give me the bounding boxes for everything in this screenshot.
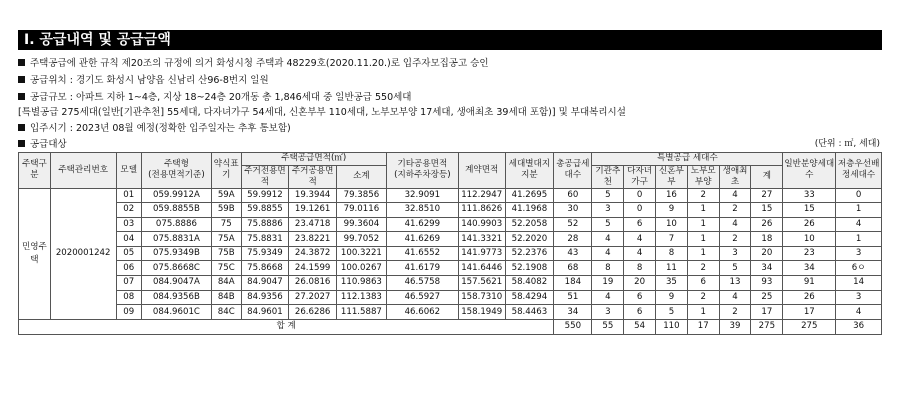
cell-general: 33 xyxy=(783,188,836,203)
cell-common: 26.0816 xyxy=(289,276,337,291)
cell-land: 52.1908 xyxy=(505,261,554,276)
cell-first: 13 xyxy=(719,276,751,291)
cell-elder: 1 xyxy=(687,217,719,232)
cell-model: 01 xyxy=(116,188,141,203)
total-lowest: 36 xyxy=(836,319,882,334)
cell-newly: 35 xyxy=(656,276,688,291)
cell-type: 084.9047A xyxy=(141,276,211,291)
cell-sum: 18 xyxy=(751,232,783,247)
cell-abbr: 75 xyxy=(211,217,241,232)
cell-type: 075.8668C xyxy=(141,261,211,276)
cell-inst: 3 xyxy=(592,305,624,320)
cell-elder: 6 xyxy=(687,276,719,291)
cell-land: 58.4082 xyxy=(505,276,554,291)
cell-abbr: 84B xyxy=(211,290,241,305)
cell-multi: 6 xyxy=(624,305,656,320)
cell-other: 41.6552 xyxy=(386,246,458,261)
cell-abbr: 75A xyxy=(211,232,241,247)
cell-multi: 0 xyxy=(624,188,656,203)
cell-first: 2 xyxy=(719,232,751,247)
cell-sum: 93 xyxy=(751,276,783,291)
cell-elder: 2 xyxy=(687,290,719,305)
header-multi-child: 다자녀가구 xyxy=(624,165,656,188)
cell-lowest: 6ㅇ xyxy=(836,261,882,276)
header-elderly: 노부모부양 xyxy=(687,165,719,188)
table-row xyxy=(19,246,882,261)
cell-other: 41.6269 xyxy=(386,232,458,247)
cell-inst: 5 xyxy=(592,188,624,203)
cell-subtotal: 100.3221 xyxy=(336,246,386,261)
cell-newly: 5 xyxy=(656,305,688,320)
header-institution: 기관추천 xyxy=(592,165,624,188)
cell-exclusive: 75.8668 xyxy=(241,261,289,276)
info-line-location: 공급위치 : 경기도 화성시 남양읍 신남리 산96-8번지 일원 xyxy=(18,75,269,87)
table-body xyxy=(19,188,882,334)
cell-housing-type: 민영주택 xyxy=(19,188,51,319)
cell-common: 27.2027 xyxy=(289,290,337,305)
cell-general: 34 xyxy=(783,261,836,276)
cell-sum: 27 xyxy=(751,188,783,203)
cell-first: 2 xyxy=(719,203,751,218)
supply-table xyxy=(18,152,882,335)
cell-subtotal: 112.1383 xyxy=(336,290,386,305)
cell-type: 084.9601C xyxy=(141,305,211,320)
header-sum: 계 xyxy=(751,165,783,188)
cell-general: 17 xyxy=(783,305,836,320)
cell-subtotal: 99.7052 xyxy=(336,232,386,247)
cell-exclusive: 59.8855 xyxy=(241,203,289,218)
header-total-supply: 총공급세대수 xyxy=(554,153,592,189)
cell-common: 26.6286 xyxy=(289,305,337,320)
cell-subtotal: 100.0267 xyxy=(336,261,386,276)
header-land: 세대별대지지분 xyxy=(505,153,554,189)
cell-contract: 112.2947 xyxy=(458,188,505,203)
cell-land: 52.2020 xyxy=(505,232,554,247)
cell-subtotal: 79.0116 xyxy=(336,203,386,218)
cell-other: 32.9091 xyxy=(386,188,458,203)
cell-lowest: 1 xyxy=(836,203,882,218)
cell-first: 4 xyxy=(719,290,751,305)
cell-subtotal: 79.3856 xyxy=(336,188,386,203)
cell-land: 58.4294 xyxy=(505,290,554,305)
cell-elder: 2 xyxy=(687,261,719,276)
cell-total: 34 xyxy=(554,305,592,320)
cell-total: 28 xyxy=(554,232,592,247)
table-row xyxy=(19,290,882,305)
cell-total: 68 xyxy=(554,261,592,276)
cell-model: 08 xyxy=(116,290,141,305)
cell-elder: 1 xyxy=(687,203,719,218)
cell-elder: 1 xyxy=(687,246,719,261)
cell-newly: 9 xyxy=(656,203,688,218)
cell-other: 41.6299 xyxy=(386,217,458,232)
header-mgmt-no: 주택관리번호 xyxy=(50,153,116,189)
cell-other: 32.8510 xyxy=(386,203,458,218)
cell-total: 51 xyxy=(554,290,592,305)
cell-newly: 11 xyxy=(656,261,688,276)
cell-common: 19.3944 xyxy=(289,188,337,203)
info-line-scale: 공급규모 : 아파트 지하 1~4층, 지상 18~24층 20개동 총 1,846세대 중 일반공급 550세대 xyxy=(18,92,412,104)
cell-type: 075.8886 xyxy=(141,217,211,232)
cell-newly: 9 xyxy=(656,290,688,305)
cell-total: 43 xyxy=(554,246,592,261)
cell-lowest: 0 xyxy=(836,188,882,203)
header-abbr: 약식표기 xyxy=(211,153,241,189)
header-newlywed: 신혼부부 xyxy=(656,165,688,188)
header-area-group: 주택공급면적(㎡) xyxy=(241,153,386,166)
cell-contract: 141.9773 xyxy=(458,246,505,261)
cell-mgmt-no: 2020001242 xyxy=(50,188,116,319)
header-general: 일반분양세대수 xyxy=(783,153,836,189)
cell-abbr: 84C xyxy=(211,305,241,320)
section-title: Ⅰ. 공급내역 및 공급금액 xyxy=(18,30,882,50)
cell-first: 4 xyxy=(719,217,751,232)
cell-land: 41.1968 xyxy=(505,203,554,218)
square-bullet-icon xyxy=(18,76,25,83)
table-row xyxy=(19,217,882,232)
cell-newly: 7 xyxy=(656,232,688,247)
header-common: 주거공용면적 xyxy=(289,165,337,188)
cell-sum: 17 xyxy=(751,305,783,320)
cell-contract: 158.1949 xyxy=(458,305,505,320)
cell-first: 4 xyxy=(719,188,751,203)
cell-elder: 1 xyxy=(687,232,719,247)
header-lowest: 저층우선배정세대수 xyxy=(836,153,882,189)
cell-land: 52.2058 xyxy=(505,217,554,232)
cell-model: 07 xyxy=(116,276,141,291)
total-sum: 275 xyxy=(751,319,783,334)
info-line-approval: 주택공급에 관한 규칙 제20조의 규정에 의거 화성시청 주택과 48229호(2020.11.20.)로 입주자모집공고 승인 xyxy=(18,58,489,70)
cell-model: 06 xyxy=(116,261,141,276)
cell-contract: 158.7310 xyxy=(458,290,505,305)
cell-abbr: 75C xyxy=(211,261,241,276)
cell-total: 52 xyxy=(554,217,592,232)
cell-exclusive: 84.9047 xyxy=(241,276,289,291)
cell-inst: 5 xyxy=(592,217,624,232)
table-row xyxy=(19,232,882,247)
cell-type: 075.8831A xyxy=(141,232,211,247)
cell-subtotal: 111.5887 xyxy=(336,305,386,320)
total-label: 합 계 xyxy=(19,319,554,334)
table-row xyxy=(19,188,882,203)
table-row xyxy=(19,305,882,320)
cell-common: 23.8221 xyxy=(289,232,337,247)
cell-inst: 4 xyxy=(592,246,624,261)
cell-exclusive: 75.9349 xyxy=(241,246,289,261)
cell-land: 58.4463 xyxy=(505,305,554,320)
cell-abbr: 84A xyxy=(211,276,241,291)
unit-note: (단위 : ㎡, 세대) xyxy=(814,139,880,149)
cell-general: 10 xyxy=(783,232,836,247)
info-line-target: 공급대상 xyxy=(18,139,67,151)
cell-other: 46.6062 xyxy=(386,305,458,320)
total-supply: 550 xyxy=(554,319,592,334)
cell-first: 2 xyxy=(719,305,751,320)
cell-abbr: 59A xyxy=(211,188,241,203)
cell-model: 05 xyxy=(116,246,141,261)
cell-contract: 141.6446 xyxy=(458,261,505,276)
cell-type: 084.9356B xyxy=(141,290,211,305)
cell-inst: 8 xyxy=(592,261,624,276)
cell-sum: 34 xyxy=(751,261,783,276)
square-bullet-icon xyxy=(18,93,25,100)
cell-newly: 10 xyxy=(656,217,688,232)
cell-sum: 26 xyxy=(751,217,783,232)
cell-elder: 1 xyxy=(687,305,719,320)
total-row xyxy=(19,319,882,334)
header-subtotal: 소계 xyxy=(336,165,386,188)
cell-inst: 4 xyxy=(592,232,624,247)
cell-type: 075.9349B xyxy=(141,246,211,261)
cell-model: 03 xyxy=(116,217,141,232)
cell-lowest: 3 xyxy=(836,290,882,305)
cell-elder: 2 xyxy=(687,188,719,203)
cell-other: 46.5927 xyxy=(386,290,458,305)
cell-multi: 6 xyxy=(624,217,656,232)
cell-other: 46.5758 xyxy=(386,276,458,291)
square-bullet-icon xyxy=(18,124,25,131)
cell-land: 52.2376 xyxy=(505,246,554,261)
header-housing-type: 주택구분 xyxy=(19,153,51,189)
cell-multi: 4 xyxy=(624,246,656,261)
info-line-move-in: 입주시기 : 2023년 08월 예정(정확한 입주일자는 추후 통보함) xyxy=(18,123,291,135)
cell-newly: 16 xyxy=(656,188,688,203)
square-bullet-icon xyxy=(18,140,25,147)
total-general: 275 xyxy=(783,319,836,334)
cell-common: 24.1599 xyxy=(289,261,337,276)
cell-model: 02 xyxy=(116,203,141,218)
total-first: 39 xyxy=(719,319,751,334)
table-row xyxy=(19,276,882,291)
cell-type: 059.8855B xyxy=(141,203,211,218)
cell-lowest: 3 xyxy=(836,246,882,261)
cell-exclusive: 59.9912 xyxy=(241,188,289,203)
square-bullet-icon xyxy=(18,59,25,66)
cell-type: 059.9912A xyxy=(141,188,211,203)
cell-first: 5 xyxy=(719,261,751,276)
cell-total: 184 xyxy=(554,276,592,291)
cell-model: 04 xyxy=(116,232,141,247)
cell-multi: 4 xyxy=(624,232,656,247)
cell-common: 19.1261 xyxy=(289,203,337,218)
info-line-special-supply: [특별공급 275세대(일반[기관추천] 55세대, 다자녀가구 54세대, 신혼부부 110세대, 노부모부양 17세대, 생애최초 39세대 포함)] 및 부대복리시설 xyxy=(18,107,626,118)
cell-land: 41.2695 xyxy=(505,188,554,203)
cell-multi: 6 xyxy=(624,290,656,305)
total-newly: 110 xyxy=(656,319,688,334)
cell-lowest: 4 xyxy=(836,217,882,232)
header-other: 기타공용면적 (지하주차장등) xyxy=(386,153,458,189)
total-inst: 55 xyxy=(592,319,624,334)
cell-contract: 141.3321 xyxy=(458,232,505,247)
cell-general: 15 xyxy=(783,203,836,218)
total-multi: 54 xyxy=(624,319,656,334)
table-row xyxy=(19,203,882,218)
header-contract: 계약면적 xyxy=(458,153,505,189)
cell-general: 23 xyxy=(783,246,836,261)
cell-inst: 19 xyxy=(592,276,624,291)
cell-exclusive: 75.8831 xyxy=(241,232,289,247)
cell-multi: 8 xyxy=(624,261,656,276)
cell-common: 24.3872 xyxy=(289,246,337,261)
cell-contract: 111.8626 xyxy=(458,203,505,218)
cell-common: 23.4718 xyxy=(289,217,337,232)
cell-subtotal: 110.9863 xyxy=(336,276,386,291)
header-model: 모델 xyxy=(116,153,141,189)
cell-multi: 20 xyxy=(624,276,656,291)
cell-contract: 140.9903 xyxy=(458,217,505,232)
cell-sum: 20 xyxy=(751,246,783,261)
cell-exclusive: 75.8886 xyxy=(241,217,289,232)
cell-sum: 15 xyxy=(751,203,783,218)
cell-abbr: 75B xyxy=(211,246,241,261)
cell-first: 3 xyxy=(719,246,751,261)
total-elder: 17 xyxy=(687,319,719,334)
cell-exclusive: 84.9601 xyxy=(241,305,289,320)
cell-lowest: 1 xyxy=(836,232,882,247)
cell-exclusive: 84.9356 xyxy=(241,290,289,305)
cell-general: 26 xyxy=(783,290,836,305)
cell-sum: 25 xyxy=(751,290,783,305)
cell-inst: 3 xyxy=(592,203,624,218)
cell-lowest: 4 xyxy=(836,305,882,320)
cell-model: 09 xyxy=(116,305,141,320)
header-first-life: 생애최초 xyxy=(719,165,751,188)
cell-general: 91 xyxy=(783,276,836,291)
cell-subtotal: 99.3604 xyxy=(336,217,386,232)
cell-contract: 157.5621 xyxy=(458,276,505,291)
cell-other: 41.6179 xyxy=(386,261,458,276)
cell-newly: 8 xyxy=(656,246,688,261)
cell-general: 26 xyxy=(783,217,836,232)
cell-inst: 4 xyxy=(592,290,624,305)
header-special-group: 특별공급 세대수 xyxy=(592,153,783,166)
cell-multi: 0 xyxy=(624,203,656,218)
table-row xyxy=(19,261,882,276)
cell-total: 60 xyxy=(554,188,592,203)
cell-abbr: 59B xyxy=(211,203,241,218)
header-type: 주택형 (전용면적기준) xyxy=(141,153,211,189)
cell-total: 30 xyxy=(554,203,592,218)
cell-lowest: 14 xyxy=(836,276,882,291)
header-exclusive: 주거전용면적 xyxy=(241,165,289,188)
